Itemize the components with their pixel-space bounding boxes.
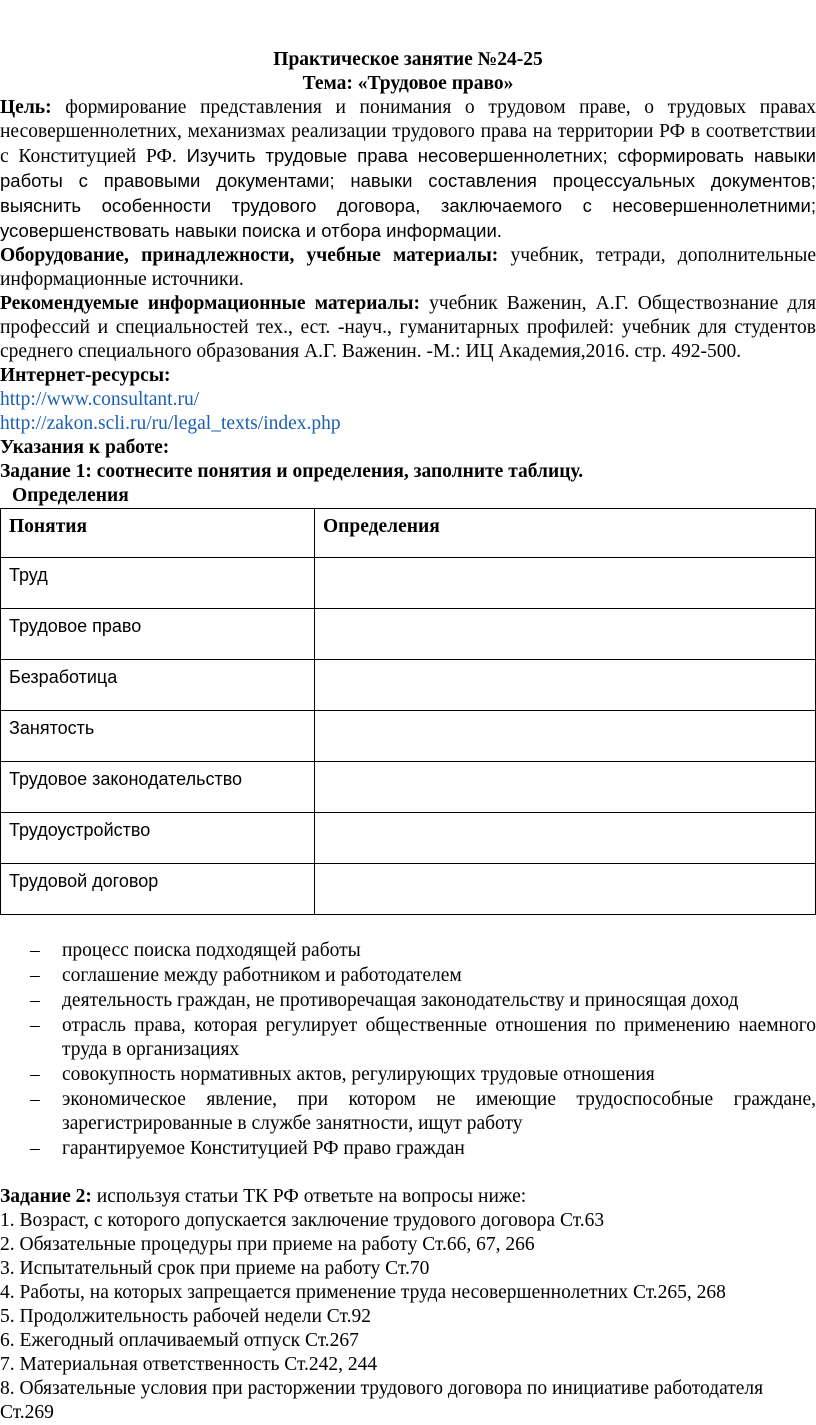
goal-text-bold: Изучить трудовые права несовершеннолетних; сформировать навыки работы с правовыми документами; навыки составления процессуальных документов; выяснить особенности трудового договора, заключаемого с несовершеннолетними; усовершенствовать навыки поиска и отбора информации.	[0, 145, 816, 241]
task2-text: используя статьи ТК РФ ответьте на вопросы ниже:	[96, 1186, 527, 1207]
question-item: 7. Материальная ответственность Ст.242, 244	[0, 1354, 378, 1375]
definition-text: соглашение между работником и работодателем	[62, 965, 462, 986]
term-cell: Трудовое законодательство	[1, 762, 315, 813]
question-item: 6. Ежегодный оплачиваемый отпуск Ст.267	[0, 1330, 359, 1351]
question-item: 1. Возраст, с которого допускается заключение трудового договора Ст.63	[0, 1210, 605, 1231]
dash-bullet: –	[30, 1064, 40, 1085]
document-page	[0, 48, 816, 1425]
link-zakon[interactable]: http://zakon.scli.ru/ru/legal_texts/index.php	[0, 413, 341, 434]
list-item	[0, 1063, 816, 1087]
table-row	[1, 609, 816, 660]
question-item: 2. Обязательные процедуры при приеме на работу Ст.66, 67, 266	[0, 1234, 535, 1255]
term-cell: Безработица	[1, 660, 315, 711]
definition-cell[interactable]	[315, 762, 816, 813]
list-item	[0, 989, 816, 1013]
definition-text: экономическое явление, при котором не имеющие трудоспособные граждане, зарегистрированные в службе занятности, ищут работу	[62, 1089, 816, 1134]
term-cell: Занятость	[1, 711, 315, 762]
definition-text: гарантируемое Конституцией РФ право граждан	[62, 1138, 465, 1159]
equipment-label: Оборудование, принадлежности, учебные материалы:	[0, 245, 499, 266]
header-definitions: Определения	[315, 509, 816, 558]
table-row	[1, 558, 816, 609]
definition-cell[interactable]	[315, 660, 816, 711]
dash-bullet: –	[30, 1089, 40, 1110]
table-header-row	[1, 509, 816, 558]
recommended-paragraph	[0, 292, 816, 364]
dash-bullet: –	[30, 1015, 40, 1036]
question-item: 5. Продолжительность рабочей недели Ст.92	[0, 1306, 371, 1327]
equipment-paragraph	[0, 244, 816, 292]
dash-bullet: –	[30, 1138, 40, 1159]
equipment-text: учебник, тетради, дополнительные информационные источники.	[0, 245, 816, 290]
list-item	[0, 1014, 816, 1062]
table-row	[1, 813, 816, 864]
goal-paragraph	[0, 96, 816, 244]
definition-cell[interactable]	[315, 558, 816, 609]
link-consultant[interactable]: http://www.consultant.ru/	[0, 389, 200, 410]
recommended-text: учебник Важенин, А.Г. Обществознание для профессий и специальностей тех., ест. -науч., гуманитарных профилей: учебник для студентов среднего специального образования А.Г. Важенин. -М.: ИЦ Академия,2016. стр. 492-500.	[0, 293, 816, 362]
term-cell: Трудовое право	[1, 609, 315, 660]
table-row	[1, 711, 816, 762]
task1-heading: Задание 1: соотнесите понятия и определения, заполните таблицу.	[0, 461, 584, 482]
definitions-list	[0, 939, 816, 1161]
dash-bullet: –	[30, 965, 40, 986]
definition-cell[interactable]	[315, 813, 816, 864]
dash-bullet: –	[30, 990, 40, 1011]
table-row	[1, 660, 816, 711]
definition-cell[interactable]	[315, 711, 816, 762]
definition-text: совокупность нормативных актов, регулирующих трудовые отношения	[62, 1064, 655, 1085]
table-caption: Определения	[12, 485, 129, 506]
list-item	[0, 1088, 816, 1136]
term-cell: Трудовой договор	[1, 864, 315, 915]
internet-label: Интернет-ресурсы:	[0, 365, 171, 386]
question-item: 4. Работы, на которых запрещается применение труда несовершеннолетних Ст.265, 268	[0, 1282, 726, 1303]
goal-text: формирование представления и понимания о трудовом праве, о трудовых правах несовершеннолетних, механизмах реализации трудового права на территории РФ в соответствии с Конституцией РФ.	[0, 97, 816, 167]
term-cell: Труд	[1, 558, 315, 609]
instructions-label: Указания к работе:	[0, 437, 170, 458]
term-cell: Трудоустройство	[1, 813, 315, 864]
list-item	[0, 964, 816, 988]
topic-title: Тема: «Трудовое право»	[302, 73, 514, 94]
table-row	[1, 762, 816, 813]
question-item: 3. Испытательный срок при приеме на работу Ст.70	[0, 1258, 430, 1279]
dash-bullet: –	[30, 940, 40, 961]
recommended-label: Рекомендуемые информационные материалы:	[0, 293, 421, 314]
task2-paragraph	[0, 1185, 816, 1209]
goal-label: Цель:	[0, 97, 52, 118]
question-item: 8. Обязательные условия при расторжении трудового договора по инициативе работодателя Ст.269	[0, 1378, 764, 1423]
list-item	[0, 1137, 816, 1161]
list-item	[0, 939, 816, 963]
table-row	[1, 864, 816, 915]
definition-text: отрасль права, которая регулирует общественные отношения по применению наемного труда в организациях	[62, 1015, 816, 1060]
terms-table	[0, 508, 816, 915]
questions-list	[0, 1209, 816, 1425]
definition-text: процесс поиска подходящей работы	[62, 940, 361, 961]
header-concepts: Понятия	[1, 509, 315, 558]
page-title: Практическое занятие №24-25	[273, 49, 543, 70]
definition-cell[interactable]	[315, 609, 816, 660]
definition-text: деятельность граждан, не противоречащая законодательству и приносящая доход	[62, 990, 739, 1011]
task2-label: Задание 2:	[0, 1186, 92, 1207]
definition-cell[interactable]	[315, 864, 816, 915]
